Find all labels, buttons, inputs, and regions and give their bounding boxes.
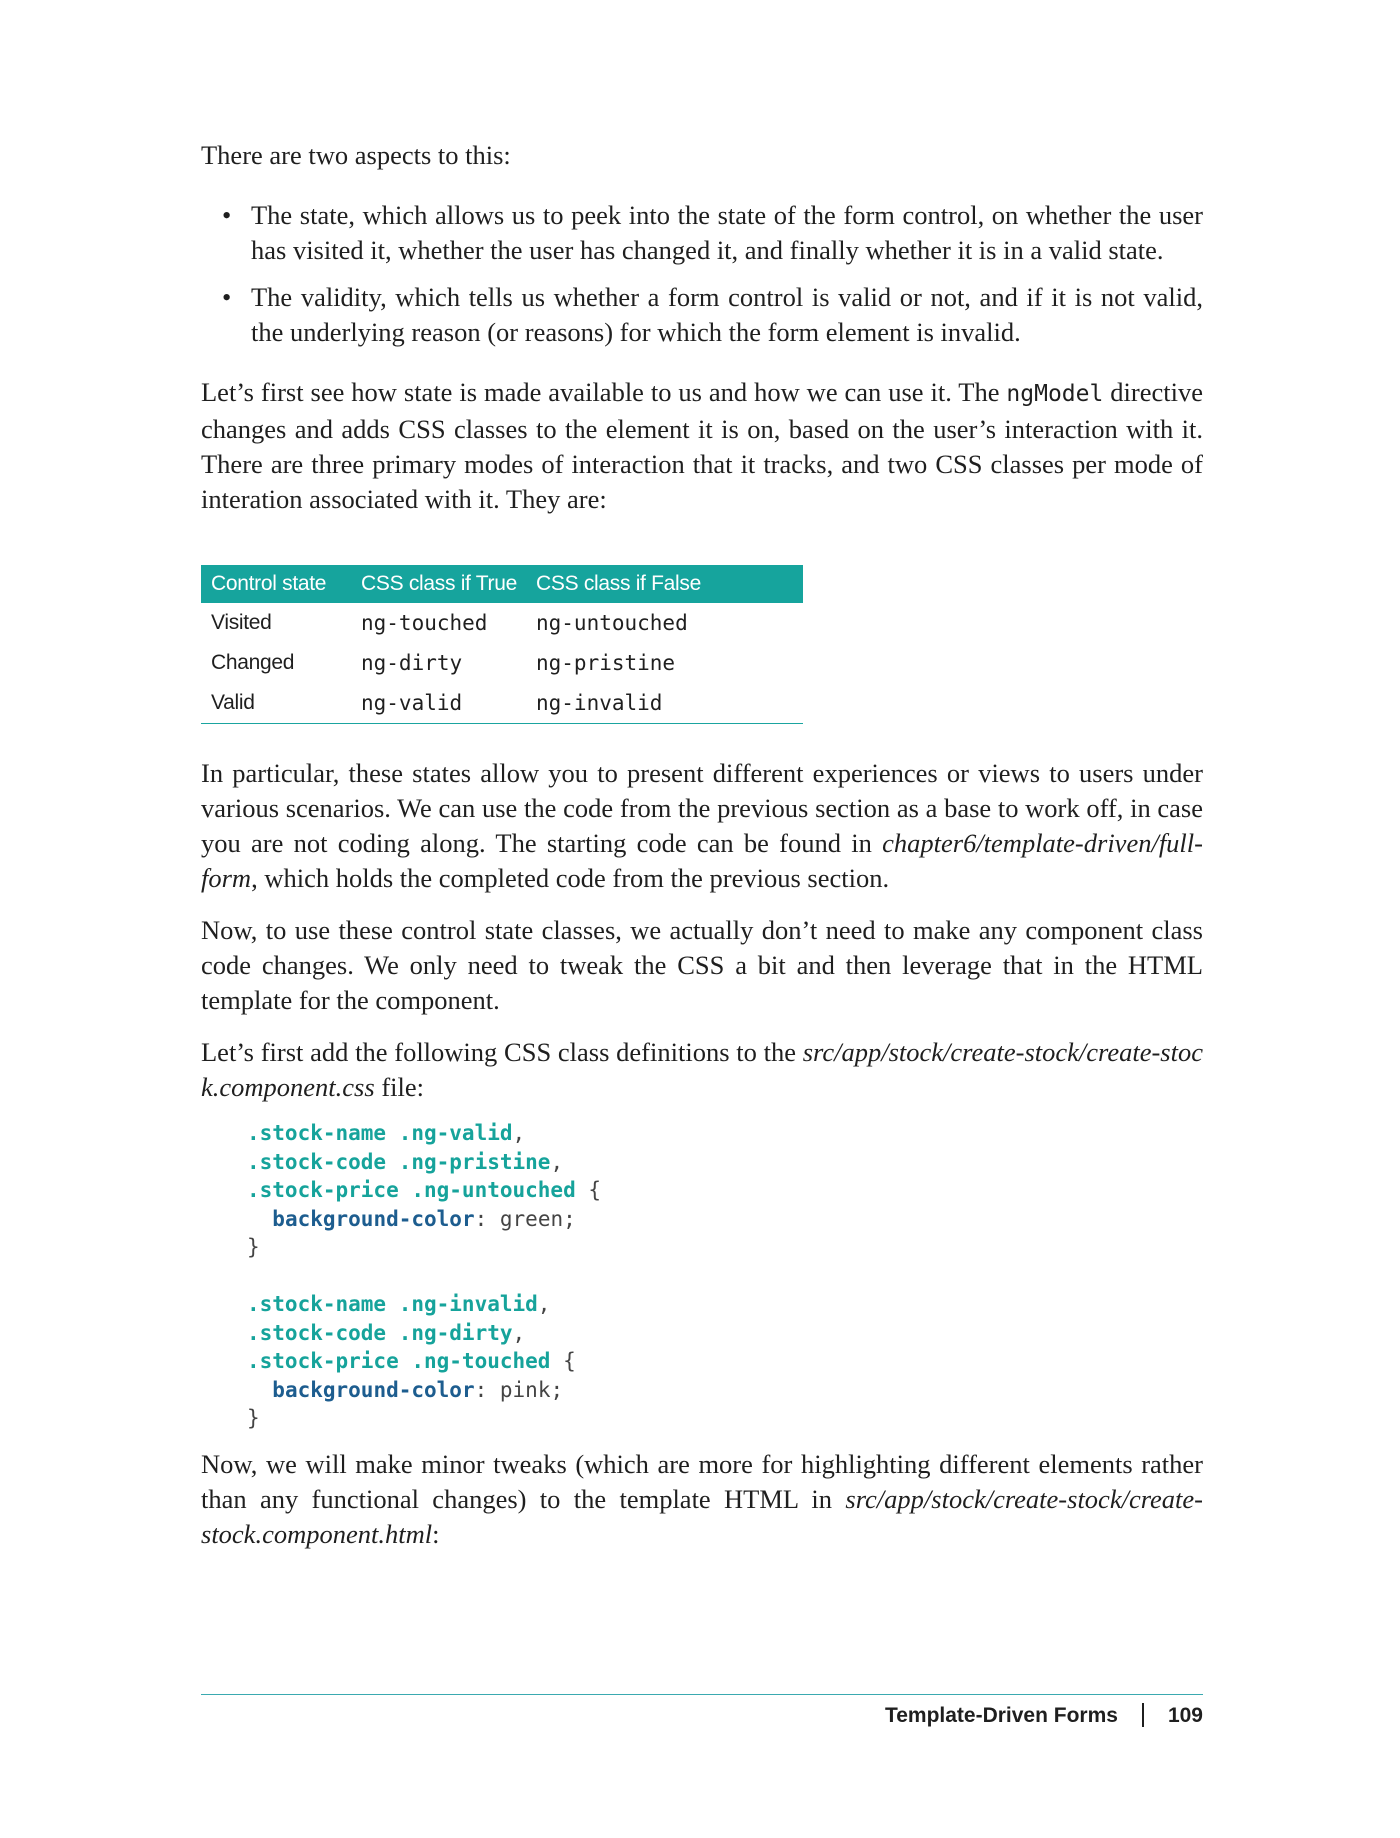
- file-path: chapter6/template-driven/full-form: [201, 828, 1203, 893]
- text-run: Let’s first add the following CSS class definitions to the: [201, 1037, 803, 1067]
- code-selector: .stock-name .ng-invalid: [247, 1292, 538, 1316]
- text-run: In particular, these states allow you to present different experiences or views to users under various scenarios. We can use the code from the previous section as a base to work off, in case you are not coding along. The starting code can be found in: [201, 758, 1203, 858]
- table-cell: ng-pristine: [536, 651, 676, 675]
- table-cell: Changed: [211, 651, 295, 674]
- intro-paragraph: There are two aspects to this:: [201, 140, 511, 170]
- footer-divider: [201, 1694, 1203, 1695]
- text-run: Let’s first see how state is made available to us and how we can use it. The: [201, 377, 1007, 407]
- css-classes-paragraph: Now, to use these control state classes, we actually don’t need to make any component class code changes. We only need to tweak the CSS a bit and then leverage that in the HTML template for the component.: [201, 915, 1203, 1015]
- list-item-text: The state, which allows us to peek into the state of the form control, on whether the user has visited it, whether the user has changed it, and finally whether it is in a valid state.: [251, 200, 1203, 265]
- table-cell: ng-invalid: [536, 691, 663, 715]
- table-cell: ng-valid: [361, 691, 463, 715]
- table-cell: Valid: [211, 691, 255, 714]
- text-run: :: [432, 1518, 440, 1549]
- table-cell: Visited: [211, 611, 272, 634]
- text-run: file:: [374, 1072, 424, 1102]
- control-state-table: [201, 565, 803, 724]
- text-run: directive changes and adds CSS classes to the element it is on, based on the user’s interaction with it. There are three primary modes of interaction that it tracks, and two CSS classes per mode of interation associated with it. They are:: [201, 377, 1203, 514]
- table-row: [201, 683, 803, 724]
- file-path: src/app/stock/create-stock/create-stock.component.css: [201, 1037, 1203, 1102]
- table-header-row: [201, 565, 803, 603]
- bullet-icon: •: [222, 282, 232, 312]
- text-run: Now, we will make minor tweaks (which are more for highlighting different elements rather than any functional changes) to the template HTML in: [201, 1448, 1203, 1514]
- bullet-icon: •: [222, 200, 232, 230]
- column-header: Control state: [201, 565, 351, 603]
- text-run: , which holds the completed code from the previous section.: [251, 863, 890, 893]
- css-code-block: .stock-name .ng-valid, .stock-code .ng-pristine, .stock-price .ng-untouched { background-color: green; } .stock-name .ng-invalid, .stock-code .ng-dirty, .stock-price .ng-touched { background-color: pink; }: [247, 1121, 602, 1430]
- page-number: 109: [1167, 1704, 1203, 1727]
- table-cell: ng-untouched: [536, 611, 688, 635]
- code-property: background-color: [272, 1206, 475, 1231]
- table-row: [201, 643, 803, 683]
- table-row: [201, 603, 803, 643]
- code-selector: .stock-price .ng-untouched: [247, 1178, 576, 1202]
- code-value: pink: [499, 1377, 551, 1402]
- code-selector: .stock-price .ng-touched: [247, 1349, 551, 1373]
- chapter-title: Template-Driven Forms: [884, 1704, 1118, 1727]
- code-selector: .stock-name .ng-valid: [247, 1121, 513, 1145]
- code-selector: .stock-code .ng-pristine: [247, 1149, 551, 1174]
- aspects-list: [201, 198, 1203, 350]
- column-header: CSS class if False: [526, 565, 803, 603]
- inline-code: ngModel: [1006, 381, 1104, 407]
- list-item: [201, 280, 1203, 350]
- file-path: src/app/stock/create-stock/create-stock.component.html: [201, 1483, 1203, 1549]
- table-cell: ng-touched: [361, 611, 488, 635]
- table-cell: ng-dirty: [361, 651, 463, 675]
- code-selector: .stock-code .ng-dirty: [247, 1320, 513, 1345]
- footer-separator: [1142, 1703, 1144, 1727]
- column-header: CSS class if True: [351, 565, 526, 603]
- code-property: background-color: [272, 1377, 475, 1402]
- main-content: [201, 138, 1203, 1552]
- add-css-paragraph: [201, 1035, 1203, 1105]
- list-item: [201, 198, 1203, 268]
- state-paragraph: [201, 375, 1203, 517]
- page-footer: [201, 1703, 1203, 1728]
- template-tweaks-paragraph: [201, 1447, 1203, 1552]
- code-value: green: [499, 1206, 564, 1231]
- scenarios-paragraph: [201, 756, 1203, 896]
- list-item-text: The validity, which tells us whether a form control is valid or not, and if it is not valid, the underlying reason (or reasons) for which the form element is invalid.: [251, 282, 1203, 347]
